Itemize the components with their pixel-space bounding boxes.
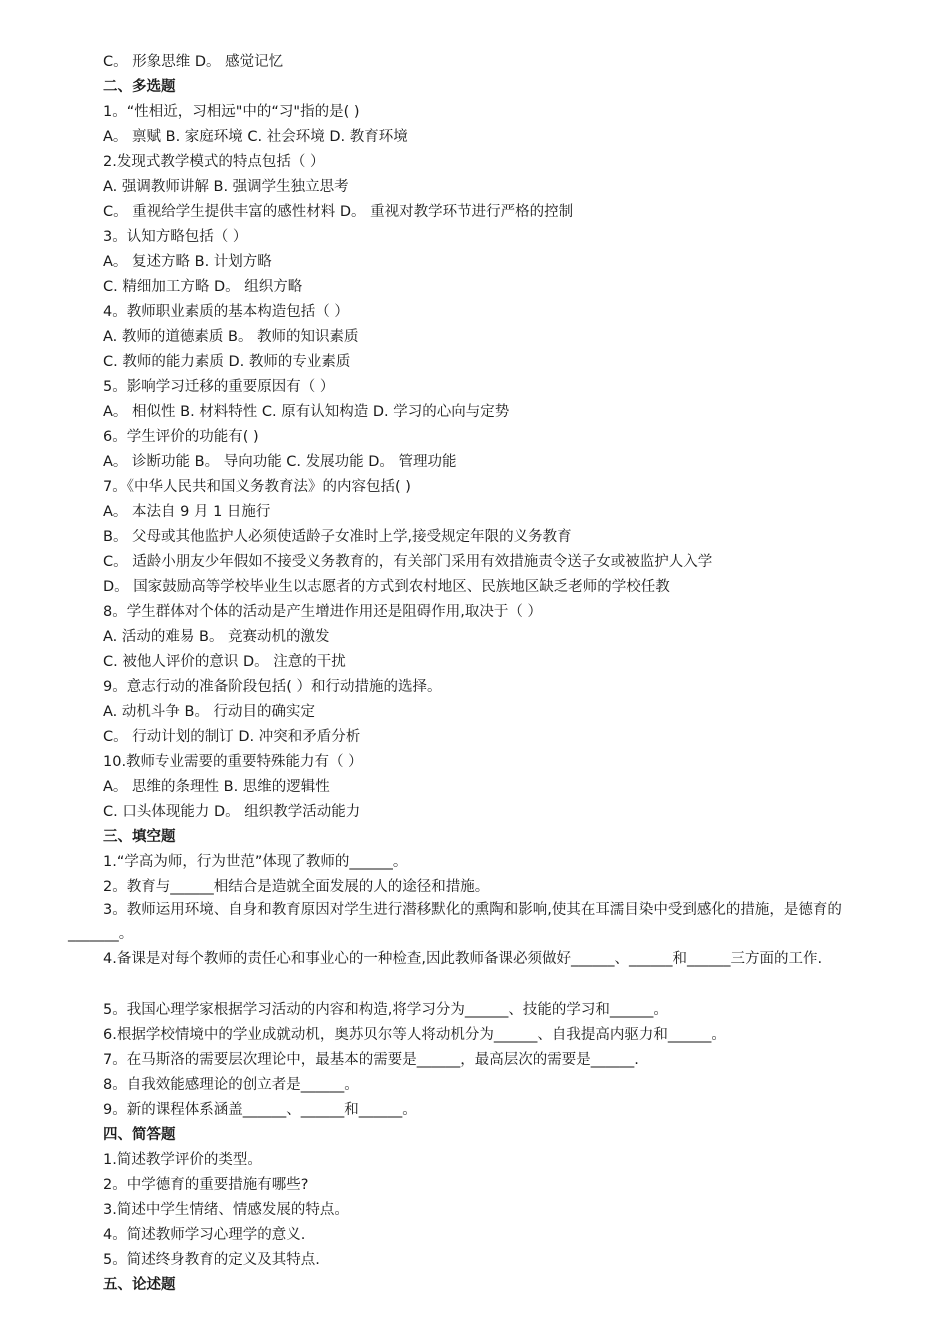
- question-line: 10.教师专业需要的重要特殊能力有（ ）: [103, 754, 363, 770]
- question-line: 8。学生群体对个体的活动是产生增进作用还是阻碍作用,取决于（ ）: [103, 604, 542, 620]
- option-line: A. 活动的难易 B。 竞赛动机的激发: [103, 629, 330, 645]
- option-line: A。 思维的条理性 B. 思维的逻辑性: [103, 779, 330, 795]
- question-line: 4。简述教师学习心理学的意义.: [103, 1227, 306, 1243]
- question-line: 9。意志行动的准备阶段包括( ）和行动措施的选择。: [103, 679, 442, 695]
- option-line: A. 教师的道德素质 B。 教师的知识素质: [103, 329, 359, 345]
- option-line: C。 适龄小朋友少年假如不接受义务教育的，有关部门采用有效措施责令送子女或被监护人入学: [103, 554, 713, 570]
- question-line: 5。简述终身教育的定义及其特点.: [103, 1252, 320, 1268]
- option-line: C. 精细加工方略 D。 组织方略: [103, 279, 303, 295]
- question-line: 4。教师职业素质的基本构造包括（ ）: [103, 304, 349, 320]
- option-line: B。 父母或其他监护人必须使适龄子女准时上学,接受规定年限的义务教育: [103, 529, 572, 545]
- question-line: 2。教育与______相结合是造就全面发展的人的途径和措施。: [103, 879, 490, 895]
- question-line: 7。在马斯洛的需要层次理论中，最基本的需要是______，最高层次的需要是______.: [103, 1052, 639, 1068]
- option-line: C。 重视给学生提供丰富的感性材料 D。 重视对教学环节进行严格的控制: [103, 204, 574, 220]
- option-line: A. 动机斗争 B。 行动目的确实定: [103, 704, 316, 720]
- question-paragraph: 3。教师运用环境、自身和教育原因对学生进行潜移默化的熏陶和影响,使其在耳濡目染中受到感化的措施，是德育的_______。: [68, 902, 842, 942]
- option-line: C。 行动计划的制订 D. 冲突和矛盾分析: [103, 729, 361, 745]
- question-line: 5。影响学习迁移的重要原因有（ ）: [103, 379, 335, 395]
- section-heading-multiple-choice: 二、多选题: [103, 79, 176, 95]
- option-line: C. 被他人评价的意识 D。 注意的干扰: [103, 654, 346, 670]
- option-line: A. 强调教师讲解 B. 强调学生独立思考: [103, 179, 349, 195]
- option-line: A。 复述方略 B. 计划方略: [103, 254, 272, 270]
- question-line: 3。认知方略包括（ ）: [103, 229, 248, 245]
- option-line: C. 口头体现能力 D。 组织教学活动能力: [103, 804, 361, 820]
- question-paragraph: 4.备课是对每个教师的责任心和事业心的一种检查,因此教师备课必须做好______、______和______三方面的工作.: [103, 951, 823, 967]
- question-line: 2.发现式教学模式的特点包括（ ）: [103, 154, 325, 170]
- option-line: A。 相似性 B. 材料特性 C. 原有认知构造 D. 学习的心向与定势: [103, 404, 510, 420]
- question-line: 5。我国心理学家根据学习活动的内容和构造,将学习分为______、技能的学习和______。: [103, 1002, 668, 1018]
- question-line: 3.简述中学生情绪、情感发展的特点。: [103, 1202, 349, 1218]
- option-line: D。 国家鼓励高等学校毕业生以志愿者的方式到农村地区、民族地区缺乏老师的学校任教: [103, 579, 670, 595]
- option-line: A。 禀赋 B. 家庭环境 C. 社会环境 D. 教育环境: [103, 129, 408, 145]
- question-line: 2。中学德育的重要措施有哪些?: [103, 1177, 309, 1193]
- option-line: C. 教师的能力素质 D. 教师的专业素质: [103, 354, 351, 370]
- section-heading-essay: 五、论述题: [103, 1277, 176, 1293]
- section-heading-short-answer: 四、简答题: [103, 1127, 176, 1143]
- section-heading-fill-in-blank: 三、填空题: [103, 829, 176, 845]
- question-line: 6。学生评价的功能有( ): [103, 429, 259, 445]
- option-line: A。 本法自 9 月 1 日施行: [103, 504, 271, 520]
- question-line: 7。《中华人民共和国义务教育法》的内容包括( ): [103, 479, 411, 495]
- question-line: 9。新的课程体系涵盖______、______和______。: [103, 1102, 417, 1118]
- question-line: 1。“性相近，习相远"中的“习"指的是( ): [103, 104, 360, 120]
- question-line: 8。自我效能感理论的创立者是______。: [103, 1077, 359, 1093]
- option-line: A。 诊断功能 B。 导向功能 C. 发展功能 D。 管理功能: [103, 454, 457, 470]
- question-line: 6.根据学校情境中的学业成就动机，奥苏贝尔等人将动机分为______、自我提高内驱力和______。: [103, 1027, 726, 1043]
- text-line: C。 形象思维 D。 感觉记忆: [103, 54, 284, 70]
- question-line: 1.“学高为师，行为世范”体现了教师的______。: [103, 854, 408, 870]
- question-line: 1.简述教学评价的类型。: [103, 1152, 262, 1168]
